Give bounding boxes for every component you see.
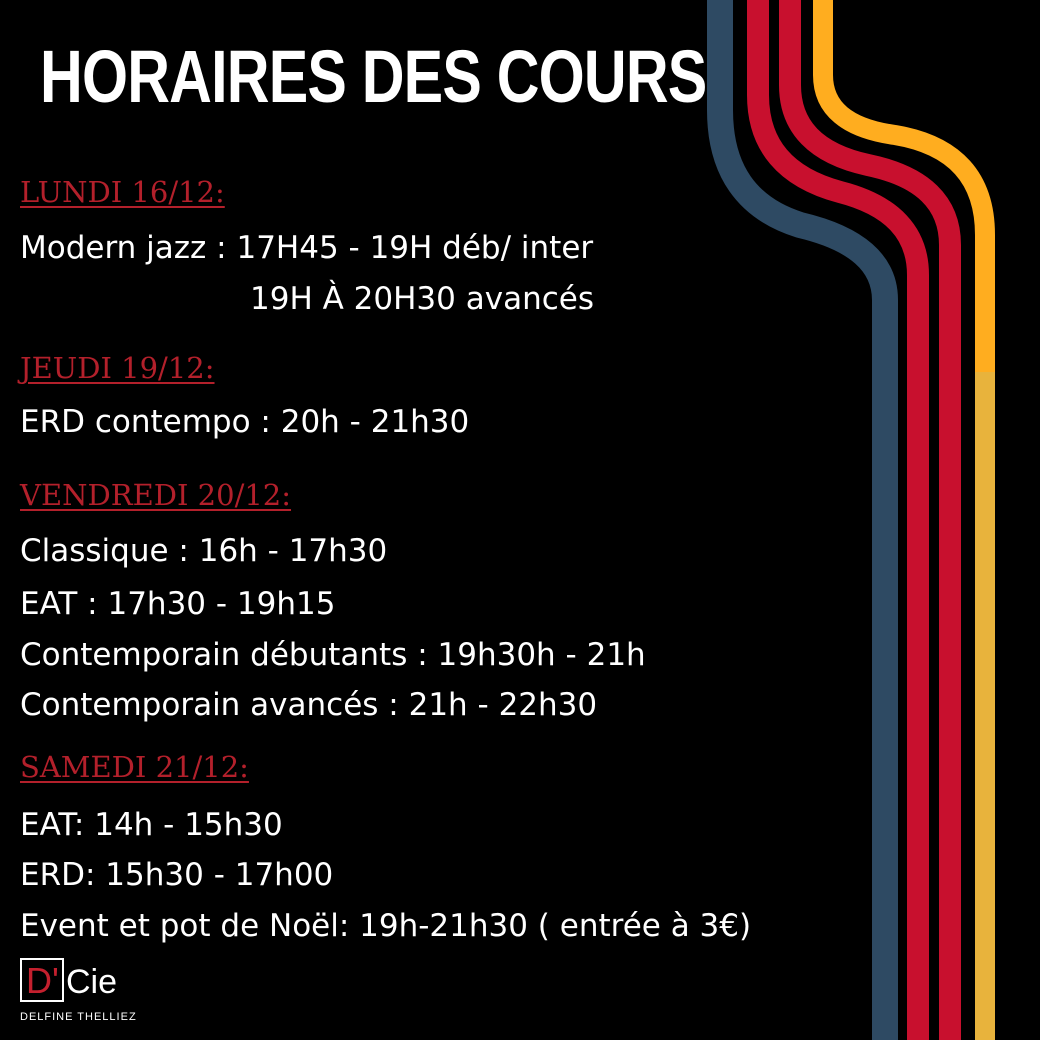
- logo-subtitle: DELFINE THELLIEZ: [20, 1011, 137, 1023]
- schedule-line: EAT: 14h - 15h30: [20, 807, 283, 843]
- page-title: HORAIRES DES COURS: [40, 35, 707, 118]
- schedule-line: Modern jazz : 17H45 - 19H déb/ inter: [20, 230, 594, 266]
- schedule-line: EAT : 17h30 - 19h15: [20, 586, 336, 622]
- schedule-line: ERD: 15h30 - 17h00: [20, 857, 334, 893]
- schedule-line: 19H À 20H30 avancés: [250, 281, 594, 317]
- schedule-line: Classique : 16h - 17h30: [20, 533, 388, 569]
- logo-letter: D': [26, 960, 59, 1001]
- schedule-line: Event et pot de Noël: 19h-21h30 ( entrée à 3€): [20, 908, 752, 944]
- day-heading-samedi: SAMEDI 21/12:: [20, 750, 249, 784]
- schedule-line: Contemporain avancés : 21h - 22h30: [20, 687, 598, 723]
- day-heading-vendredi: VENDREDI 20/12:: [20, 478, 292, 512]
- day-heading-lundi: LUNDI 16/12:: [20, 175, 225, 209]
- schedule-line: ERD contempo : 20h - 21h30: [20, 404, 470, 440]
- logo-text: Cie: [66, 963, 118, 1001]
- day-heading-jeudi: JEUDI 19/12:: [20, 351, 215, 385]
- schedule-line: Contemporain débutants : 19h30h - 21h: [20, 637, 646, 673]
